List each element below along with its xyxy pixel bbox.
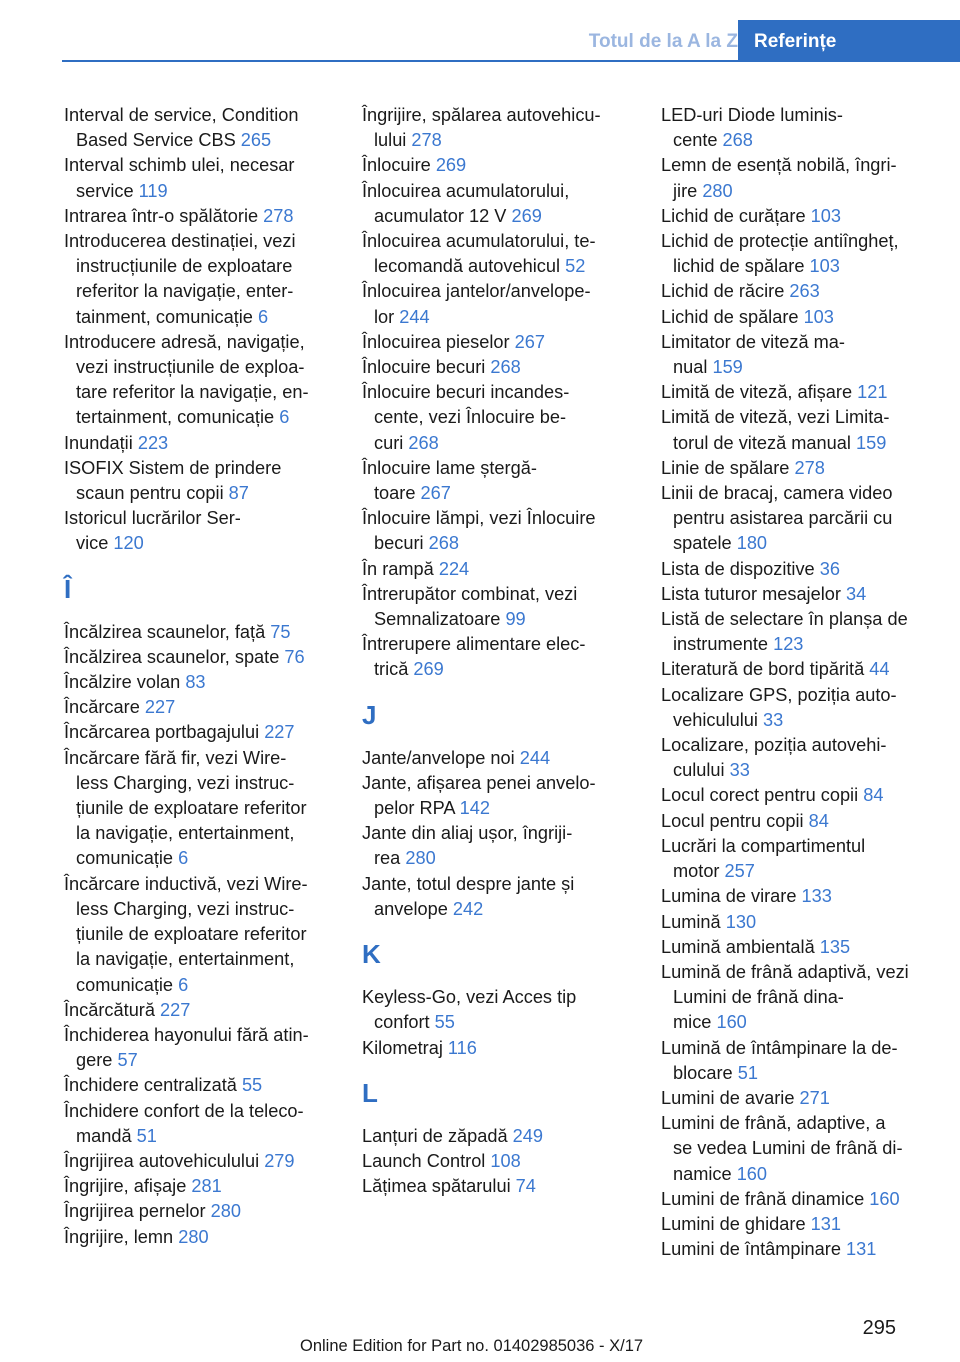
index-entry (362, 380, 632, 456)
index-entry (362, 1174, 632, 1199)
index-entry-text: Îngrijirea autovehiculului (64, 1150, 265, 1171)
page-reference-link[interactable]: 55 (434, 1012, 455, 1033)
page-reference-link[interactable]: 120 (113, 533, 144, 554)
page-reference-link[interactable]: 160 (869, 1188, 900, 1209)
index-entry (661, 1187, 931, 1212)
index-letter-heading: Î (64, 573, 72, 604)
page-reference-link[interactable]: 135 (819, 936, 851, 957)
index-entry-text: Închiderea hayonului fără atin‐ gere (64, 1024, 309, 1071)
index-entry-text: Încărcarea portbagajului (64, 722, 265, 743)
index-entry (661, 1086, 931, 1111)
page-reference-link[interactable]: 51 (136, 1125, 157, 1146)
index-entry (362, 985, 632, 1035)
page-reference-link[interactable]: 6 (178, 848, 189, 869)
index-entry-text: Lichid de răcire (661, 281, 790, 302)
index-entry (661, 783, 931, 808)
index-entry (661, 582, 931, 607)
index-letter-heading: L (362, 1077, 378, 1108)
page-reference-link[interactable]: 280 (178, 1226, 209, 1247)
page-reference-link[interactable]: 160 (736, 1163, 768, 1184)
page-reference-link[interactable]: 257 (724, 861, 755, 882)
index-entry-text: Lucrări la compartimentul motor (661, 835, 866, 882)
index-entry (661, 910, 931, 935)
index-entry-text: Lichid de curățare (661, 205, 811, 226)
index-entry (362, 179, 632, 229)
index-entry (362, 632, 632, 682)
index-entry (661, 834, 931, 884)
index-entry-text: ISOFIX Sistem de prindere scaun pentru copii (64, 457, 282, 504)
index-entry-text: Înlocuire lămpi, vezi Înlocuire becuri (362, 508, 596, 554)
page-reference-link[interactable]: 44 (869, 659, 890, 680)
index-entry (64, 153, 334, 203)
index-entry-text: LED-uri Diode luminis‐ cente (661, 105, 843, 151)
page-reference-link[interactable]: 159 (856, 432, 887, 453)
page-reference-link[interactable]: 278 (411, 130, 442, 151)
index-entry-text: Lichid de protecție antiîngheț, lichid de spălare (661, 231, 899, 277)
index-entry (64, 431, 334, 456)
index-entry-text: Jante, afișarea penei anvelo‐ pelor RPA (362, 772, 596, 819)
index-entry (362, 872, 632, 922)
index-entry-text: Încălzirea scaunelor, față (64, 621, 271, 642)
index-entry-text: Intrarea într-o spălătorie (64, 205, 264, 226)
index-entry-text: Lista tuturor mesajelor (661, 583, 846, 604)
index-entry (661, 1036, 931, 1086)
index-entry (661, 380, 931, 405)
index-entry (64, 645, 334, 670)
index-entry (64, 620, 334, 645)
index-column-2 (362, 103, 632, 1199)
index-entry (362, 582, 632, 632)
index-entry (661, 153, 931, 203)
index-entry-text: Lumina de virare (661, 886, 802, 907)
index-entry-text: Închidere centralizată (64, 1075, 242, 1096)
index-entry (661, 657, 931, 682)
index-entry-text: Înlocuire becuri (362, 357, 491, 378)
index-entry (661, 481, 931, 557)
index-entry-text: Locul corect pentru copii (661, 785, 864, 806)
index-entry (64, 330, 334, 431)
page-reference-link[interactable]: 133 (801, 886, 832, 907)
page-reference-link[interactable]: 51 (737, 1062, 758, 1083)
page-reference-link[interactable]: 265 (240, 130, 272, 151)
index-entry (64, 1099, 334, 1149)
index-entry-text: Locul pentru copii (661, 810, 809, 831)
index-entry-text: Istoricul lucrărilor Ser‐ vice (64, 508, 241, 554)
index-entry (661, 884, 931, 909)
index-entry (64, 1073, 334, 1098)
index-entry (362, 279, 632, 329)
page-reference-link[interactable]: 52 (565, 256, 586, 277)
page-reference-link[interactable]: 279 (264, 1150, 295, 1171)
page-reference-link[interactable]: 103 (803, 306, 834, 327)
index-entry (362, 355, 632, 380)
footer-edition-text: Online Edition for Part no. 01402985036 - X/17 (300, 1337, 644, 1355)
index-letter-heading: J (362, 699, 377, 730)
index-entry (661, 683, 931, 733)
index-entry-text: Înlocuire becuri incandes‐ cente, vezi Înlocuire be‐ curi (362, 382, 570, 453)
page-reference-link[interactable]: 131 (846, 1239, 877, 1260)
page-reference-link[interactable]: 121 (857, 382, 888, 403)
page-reference-link[interactable]: 33 (729, 760, 750, 781)
index-entry (64, 695, 334, 720)
index-entry-text: Limită de viteză, afișare (661, 382, 858, 403)
header-section-title: Totul de la A la Z (588, 31, 738, 52)
index-entry-text: Încărcătură (64, 999, 161, 1020)
index-entry (362, 456, 632, 506)
index-entry-text: Interval de service, Condition Based Service CBS (64, 105, 299, 151)
index-entry-text: Limitator de viteză ma‐ nual (661, 331, 845, 378)
index-entry (64, 1199, 334, 1224)
page-reference-link[interactable]: 103 (810, 205, 841, 226)
index-entry (64, 1225, 334, 1250)
index-entry-text: Lumină de întâmpinare la de‐ blocare (661, 1037, 898, 1083)
index-entry (661, 607, 931, 657)
page-reference-link[interactable]: 75 (270, 621, 291, 642)
index-entry-text: Lumini de frână, adaptive, a se vedea Lumini de frână di‐ namice (661, 1113, 903, 1184)
page-reference-link[interactable]: 180 (736, 533, 768, 554)
index-entry-text: Îngrijire, lemn (64, 1226, 179, 1247)
index-entry-text: Înlocuire lame ștergă‐ toare (362, 457, 537, 504)
index-entry (661, 405, 931, 455)
header-tab-label: Referințe (738, 20, 960, 60)
page-reference-link[interactable]: 6 (257, 306, 269, 327)
index-entry-text: Lumină ambientală (661, 936, 820, 957)
page-reference-link[interactable]: 84 (808, 810, 829, 831)
index-entry (661, 1111, 931, 1187)
index-entry (362, 557, 632, 582)
index-entry (661, 204, 931, 229)
index-column-3 (661, 103, 931, 1262)
page-reference-link[interactable]: 271 (799, 1087, 830, 1108)
index-entry (362, 330, 632, 355)
index-entry-text: Listă de selectare în planșa de instrumente (661, 609, 908, 655)
index-entry-text: Lanțuri de zăpadă (362, 1125, 513, 1146)
index-entry (661, 1212, 931, 1237)
page-reference-link[interactable]: 269 (511, 205, 542, 226)
page-reference-link[interactable]: 267 (420, 483, 451, 504)
index-entry-text: Lumină de frână adaptivă, vezi Lumini de frână dina‐ mice (661, 961, 909, 1033)
page-reference-link[interactable]: 6 (279, 407, 290, 428)
index-entry (362, 821, 632, 871)
index-entry (661, 960, 931, 1036)
index-entry-text: Îngrijire, afișaje (64, 1176, 192, 1197)
page-reference-link[interactable]: 244 (519, 747, 551, 768)
index-entry-text: Lista de dispozitive (661, 558, 820, 579)
index-entry (362, 153, 632, 178)
page-reference-link[interactable]: 267 (514, 331, 546, 352)
index-entry (64, 746, 334, 872)
index-entry-text: În rampă (362, 558, 439, 579)
page-reference-link[interactable]: 268 (408, 432, 439, 453)
index-entry-text: Lichid de spălare (661, 306, 804, 327)
index-entry (64, 1174, 334, 1199)
page-reference-link[interactable]: 55 (241, 1075, 263, 1096)
index-entry (64, 204, 334, 229)
index-entry (362, 771, 632, 821)
page-reference-link[interactable]: 99 (505, 609, 526, 630)
index-entry (64, 872, 334, 998)
index-entry (661, 103, 931, 153)
page-reference-link[interactable]: 281 (191, 1176, 222, 1197)
index-entry-text: Inundații (64, 432, 138, 453)
index-entry-text: Localizare GPS, poziția auto‐ vehiculului (661, 684, 897, 730)
index-entry-text: Închidere confort de la teleco‐ mandă (64, 1100, 304, 1146)
index-entry (362, 506, 632, 556)
index-entry-text: Îngrijirea pernelor (64, 1201, 211, 1222)
page-reference-link[interactable]: 33 (762, 709, 784, 730)
index-entry-text: Interval schimb ulei, necesar service (64, 155, 295, 201)
index-entry-text: Lumini de avarie (661, 1087, 800, 1108)
page-reference-link[interactable]: 108 (490, 1150, 521, 1171)
index-entry-text: Jante/anvelope noi (362, 747, 520, 768)
index-entry-text: Înlocuire (362, 155, 436, 176)
index-entry-text: Linii de bracaj, camera video pentru asistarea parcării cu spatele (661, 483, 893, 554)
index-entry (661, 1237, 931, 1262)
page-reference-link[interactable]: 123 (773, 634, 804, 655)
page-reference-link[interactable]: 224 (438, 558, 470, 579)
index-entry (661, 330, 931, 380)
page-reference-link[interactable]: 119 (138, 180, 168, 201)
index-entry-text: Înlocuirea acumulatorului, acumulator 12 V (362, 180, 570, 226)
page-reference-link[interactable]: 268 (490, 357, 521, 378)
index-entry-text: Jante, totul despre jante și anvelope (362, 873, 575, 919)
page-reference-link[interactable]: 280 (210, 1201, 241, 1222)
page-reference-link[interactable]: 227 (144, 697, 176, 718)
page-reference-link[interactable]: 280 (405, 848, 436, 869)
index-entry (661, 809, 931, 834)
page-reference-link[interactable]: 249 (512, 1125, 544, 1146)
index-entry-text: Întrerupător combinat, vezi Semnalizatoare (362, 583, 578, 630)
index-entry (362, 1124, 632, 1149)
index-entry-text: Introducerea destinației, vezi instrucțiunile de exploatare referitor la navigație, enter‐ tainment, comunicație (64, 231, 296, 327)
page-reference-link[interactable]: 83 (185, 672, 206, 693)
page-reference-link[interactable]: 278 (794, 457, 825, 478)
index-entry (661, 733, 931, 783)
page-reference-link[interactable]: 6 (178, 974, 189, 995)
page-reference-link[interactable]: 227 (160, 999, 191, 1020)
index-entry (362, 103, 632, 153)
page-reference-link[interactable]: 74 (515, 1176, 536, 1197)
index-entry-text: Înlocuirea jantelor/anvelope‐ lor (362, 281, 591, 327)
index-entry-text: Încărcare inductivă, vezi Wire‐ less Charging, vezi instruc‐ țiunile de exploatare referitor la navigație, entertainment, comunicație (64, 873, 308, 995)
index-entry-text: Încărcare (64, 697, 145, 718)
index-entry (661, 456, 931, 481)
index-entry (64, 1023, 334, 1073)
index-column-1 (64, 103, 334, 1250)
page-reference-link[interactable]: 87 (228, 483, 249, 504)
index-entry-text: Limită de viteză, vezi Limita‐ torul de viteză manual (661, 407, 890, 453)
index-entry-text: Localizare, poziția autovehi‐ culului (661, 735, 887, 781)
index-entry (64, 456, 334, 506)
page-reference-link[interactable]: 269 (413, 659, 444, 680)
index-entry-text: Kilometraj (362, 1037, 448, 1058)
index-entry-text: Linie de spălare (661, 457, 795, 478)
page-reference-link[interactable]: 160 (716, 1012, 747, 1033)
index-entry-text: Lumini de întâmpinare (661, 1239, 847, 1260)
index-entry-text: Lemn de esență nobilă, îngri‐ jire (661, 155, 897, 201)
index-entry (64, 506, 334, 556)
page-reference-link[interactable]: 76 (284, 646, 305, 667)
page-reference-link[interactable]: 280 (702, 180, 733, 201)
page-reference-link[interactable]: 223 (137, 432, 169, 453)
index-entry-text: Keyless-Go, vezi Acces tip confort (362, 987, 577, 1033)
index-entry-text: Înlocuirea pieselor (362, 331, 515, 352)
index-entry (661, 279, 931, 304)
index-entry (64, 998, 334, 1023)
index-entry (64, 229, 334, 330)
index-entry (362, 746, 632, 771)
index-entry-text: Lumină (661, 911, 726, 932)
index-entry-text: Literatură de bord tipărită (661, 659, 870, 680)
page-reference-link[interactable]: 131 (810, 1213, 841, 1234)
index-entry (64, 670, 334, 695)
page-reference-link[interactable]: 36 (819, 558, 840, 579)
index-entry (661, 305, 931, 330)
index-entry-text: Încălzirea scaunelor, spate (64, 646, 285, 667)
index-entry (64, 1149, 334, 1174)
index-entry-text: Introducere adresă, navigație, vezi instrucțiunile de exploa‐ tare referitor la navigație, en‐ tertainment, comunicație (64, 331, 309, 428)
page-header (62, 20, 960, 62)
page-reference-link[interactable]: 278 (263, 205, 294, 226)
page-reference-link[interactable]: 268 (722, 130, 753, 151)
page-reference-link[interactable]: 227 (264, 722, 295, 743)
page-reference-link[interactable]: 142 (459, 798, 490, 819)
index-entry (362, 1149, 632, 1174)
page-reference-link[interactable]: 103 (809, 256, 840, 277)
index-letter-heading: K (362, 939, 381, 970)
index-entry (362, 229, 632, 279)
index-entry-text: Încărcare fără fir, vezi Wire‐ less Charging, vezi instruc‐ țiunile de exploatare referitor la navigație, entertainment, comunicație (64, 747, 307, 869)
index-entry (64, 720, 334, 745)
page-number: 295 (862, 1317, 896, 1339)
page-reference-link[interactable]: 116 (447, 1037, 477, 1058)
index-entry (362, 1036, 632, 1061)
index-entry-text: Îngrijire, spălarea autovehicu‐ lului (362, 105, 601, 151)
index-entry (661, 935, 931, 960)
index-entry (661, 557, 931, 582)
page-reference-link[interactable]: 57 (117, 1050, 138, 1071)
page-reference-link[interactable]: 34 (845, 583, 867, 604)
page-reference-link[interactable]: 268 (428, 533, 459, 554)
index-entry-text: Încălzire volan (64, 672, 186, 693)
page-reference-link[interactable]: 244 (399, 306, 430, 327)
page-reference-link[interactable]: 263 (789, 281, 820, 302)
index-entry (661, 229, 931, 279)
page-reference-link[interactable]: 159 (712, 357, 743, 378)
index-entry-text: Lumini de frână dinamice (661, 1188, 870, 1209)
index-entry (64, 103, 334, 153)
index-entry-text: Jante din aliaj ușor, îngriji‐ rea (362, 823, 573, 869)
page-reference-link[interactable]: 242 (452, 898, 484, 919)
index-entry-text: Întrerupere alimentare elec‐ trică (362, 634, 586, 680)
index-entry-text: Launch Control (362, 1150, 491, 1171)
page-reference-link[interactable]: 84 (863, 785, 884, 806)
index-entry-text: Lumini de ghidare (661, 1213, 811, 1234)
page-reference-link[interactable]: 130 (725, 911, 757, 932)
index-entry-text: Lățimea spătarului (362, 1176, 516, 1197)
index-entry-text: Înlocuirea acumulatorului, te‐ lecomandă autovehicul (362, 231, 596, 277)
page-reference-link[interactable]: 269 (435, 155, 467, 176)
